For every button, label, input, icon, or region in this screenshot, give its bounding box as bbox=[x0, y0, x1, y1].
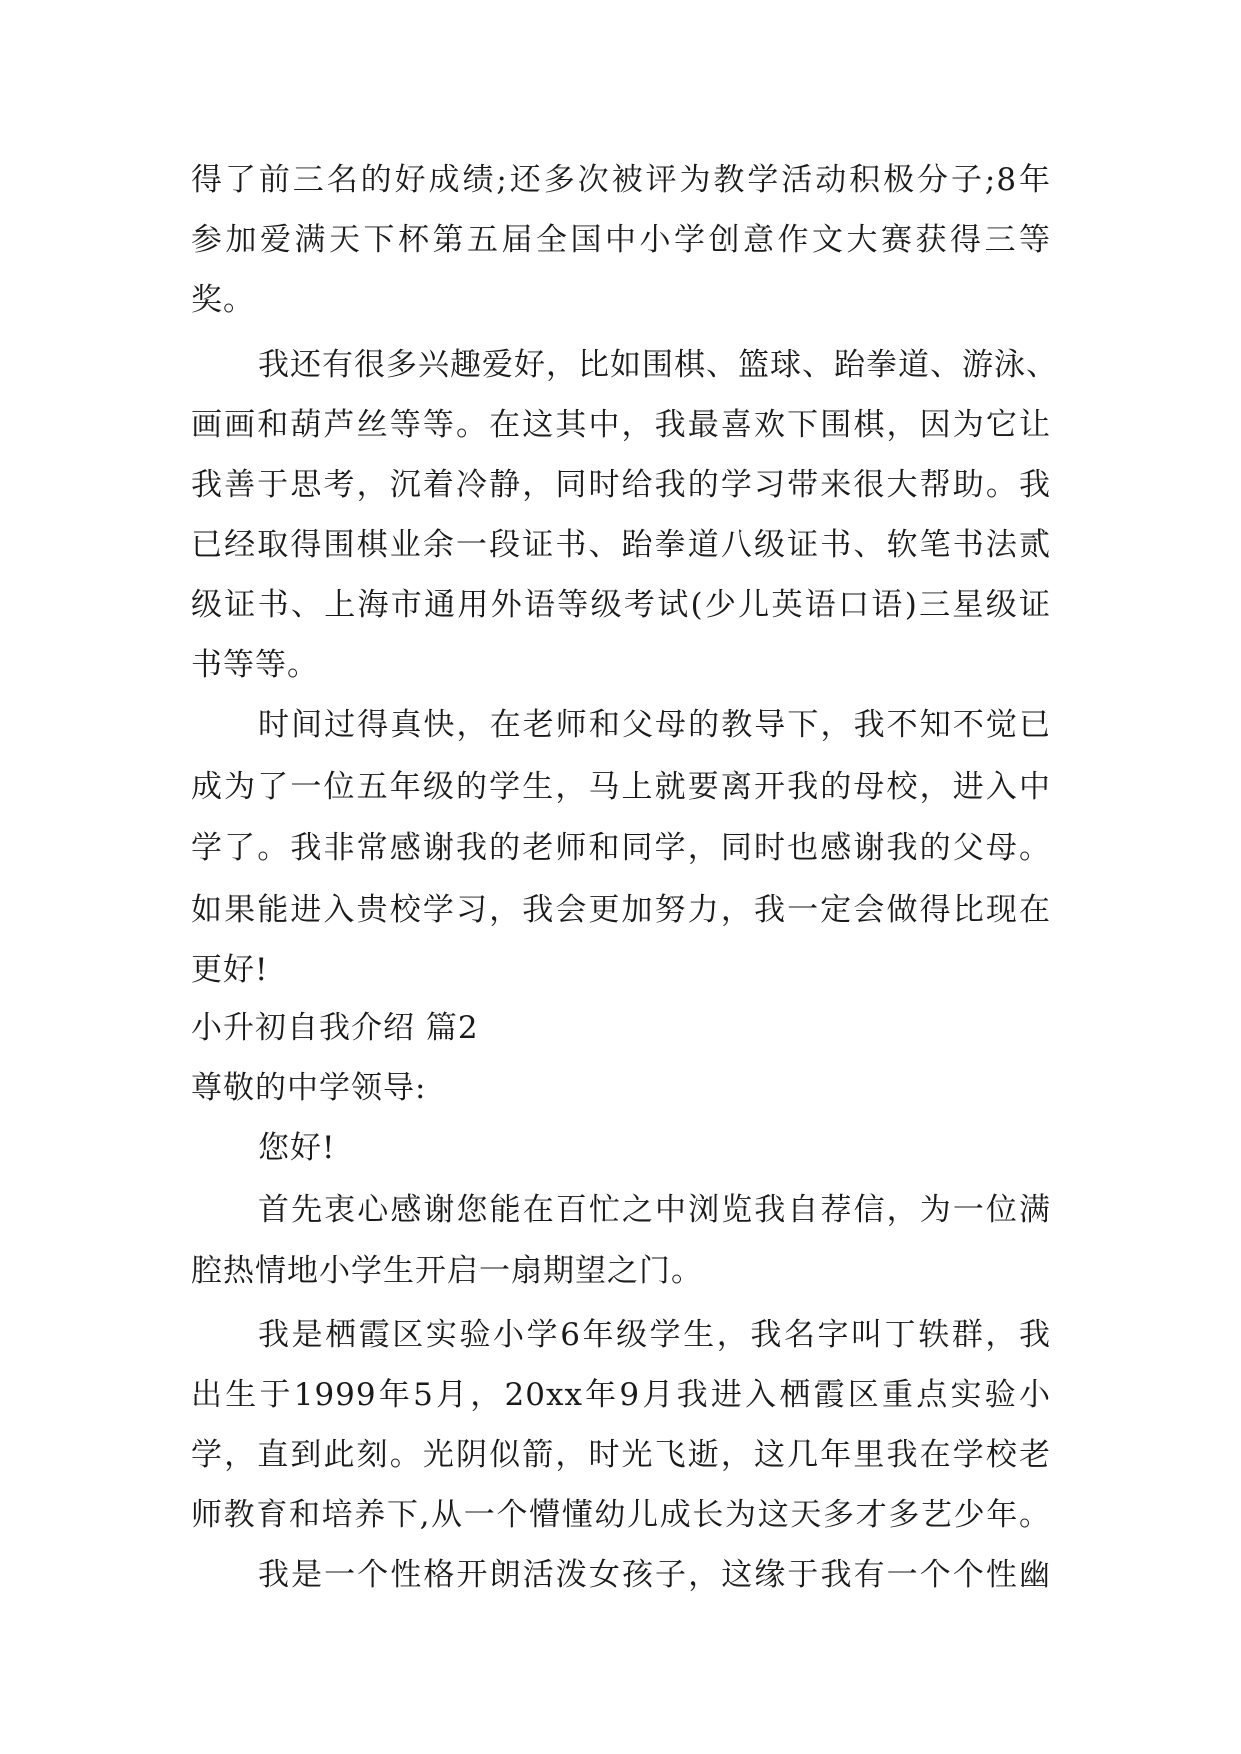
text-line: 我是栖霞区实验小学6年级学生，我名字叫丁轶群，我 bbox=[258, 1317, 1051, 1353]
text-line: 我是一个性格开朗活泼女孩子，这缘于我有一个个性幽 bbox=[258, 1557, 1051, 1593]
text-line: 学，直到此刻。光阴似箭，时光飞逝，这几年里我在学校老 bbox=[191, 1437, 1051, 1473]
text-line: 成为了一位五年级的学生，马上就要离开我的母校，进入中 bbox=[191, 769, 1051, 805]
text-line: 级证书、上海市通用外语等级考试(少儿英语口语)三星级证 bbox=[191, 587, 1051, 623]
text-line: 书等等。 bbox=[191, 647, 319, 683]
text-line: 师教育和培养下,从一个懵懂幼儿成长为这天多才多艺少年。 bbox=[191, 1497, 1051, 1533]
text-line: 画画和葫芦丝等等。在这其中，我最喜欢下围棋，因为它让 bbox=[191, 407, 1051, 443]
text-line: 更好! bbox=[191, 952, 269, 988]
text-line: 我善于思考，沉着冷静，同时给我的学习带来很大帮助。我 bbox=[191, 467, 1051, 503]
text-line: 参加爱满天下杯第五届全国中小学创意作文大赛获得三等 bbox=[191, 222, 1051, 258]
text-line: 得了前三名的好成绩;还多次被评为教学活动积极分子;8年 bbox=[191, 162, 1051, 198]
text-line: 已经取得围棋业余一段证书、跆拳道八级证书、软笔书法贰 bbox=[191, 527, 1051, 563]
text-line: 奖。 bbox=[191, 282, 255, 318]
text-line: 首先衷心感谢您能在百忙之中浏览我自荐信，为一位满 bbox=[258, 1192, 1051, 1228]
text-line: 腔热情地小学生开启一扇期望之门。 bbox=[191, 1253, 703, 1289]
salutation: 尊敬的中学领导: bbox=[191, 1070, 427, 1106]
text-line: 时间过得真快，在老师和父母的教导下，我不知不觉已 bbox=[258, 707, 1051, 743]
greeting: 您好! bbox=[258, 1130, 336, 1166]
text-line: 学了。我非常感谢我的老师和同学，同时也感谢我的父母。 bbox=[191, 830, 1051, 866]
text-line: 如果能进入贵校学习，我会更加努力，我一定会做得比现在 bbox=[191, 892, 1051, 928]
section-heading: 小升初自我介绍 篇2 bbox=[191, 1010, 479, 1046]
text-line: 出生于1999年5月，20xx年9月我进入栖霞区重点实验小 bbox=[191, 1377, 1051, 1413]
text-line: 我还有很多兴趣爱好，比如围棋、篮球、跆拳道、游泳、 bbox=[258, 347, 1058, 383]
